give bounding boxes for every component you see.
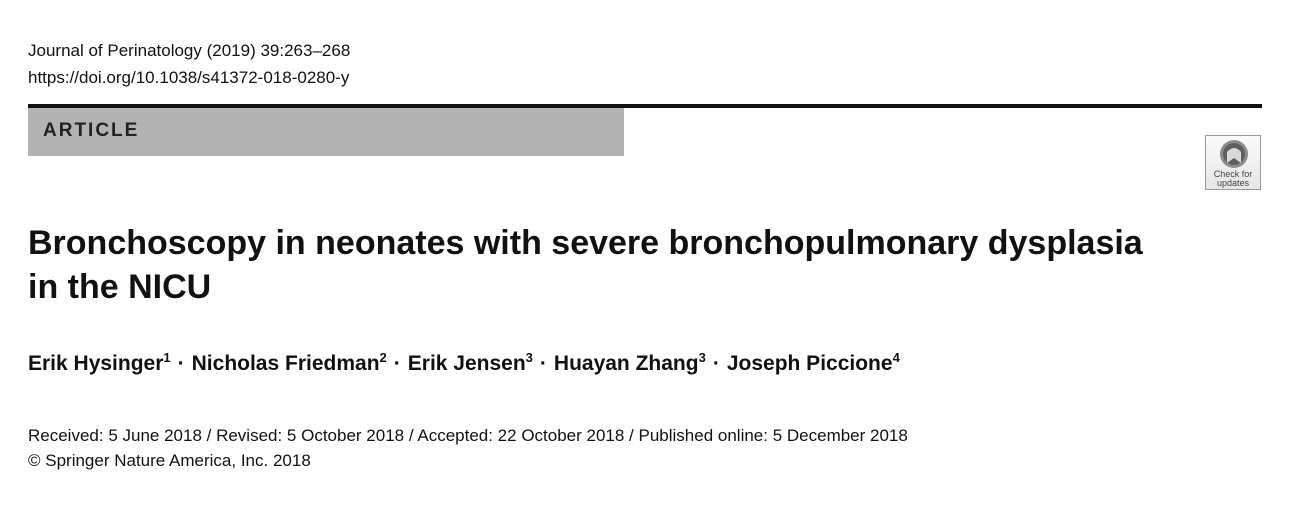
publication-history: Received: 5 June 2018 / Revised: 5 October 2018 / Accepted: 22 October 2018 / Published online: 5 December 2018 (28, 426, 908, 445)
journal-citation: Journal of Perinatology (2019) 39:263–268 (28, 41, 351, 60)
author-name[interactable]: Erik Jensen (407, 352, 526, 375)
author-separator: · (177, 352, 185, 375)
author-affiliation[interactable]: 4 (892, 350, 900, 365)
copyright-notice: © Springer Nature America, Inc. 2018 (28, 451, 311, 470)
author-list (28, 350, 900, 378)
author-affiliation[interactable]: 3 (525, 350, 533, 365)
author-name[interactable]: Joseph Piccione (726, 352, 893, 375)
author-separator: · (712, 352, 720, 375)
check-for-updates-button[interactable] (1205, 135, 1261, 190)
author-separator: · (393, 352, 401, 375)
author-affiliation[interactable]: 1 (163, 350, 171, 365)
author-affiliation[interactable]: 2 (379, 350, 387, 365)
article-type-bar (28, 108, 624, 156)
crossmark-icon (1217, 139, 1251, 171)
check-for-updates-label: Check for updates (1213, 169, 1253, 188)
author-separator: · (539, 352, 547, 375)
author-name[interactable]: Huayan Zhang (553, 352, 699, 375)
author-name[interactable]: Erik Hysinger (28, 352, 164, 375)
author-name[interactable]: Nicholas Friedman (191, 352, 380, 375)
author-affiliation[interactable]: 3 (698, 350, 706, 365)
doi-link[interactable]: https://doi.org/10.1038/s41372-018-0280-y (28, 68, 350, 87)
paper-title: Bronchoscopy in neonates with severe bronchopulmonary dysplasia in the NICU (28, 224, 1143, 306)
article-type-label: ARTICLE (43, 120, 140, 141)
